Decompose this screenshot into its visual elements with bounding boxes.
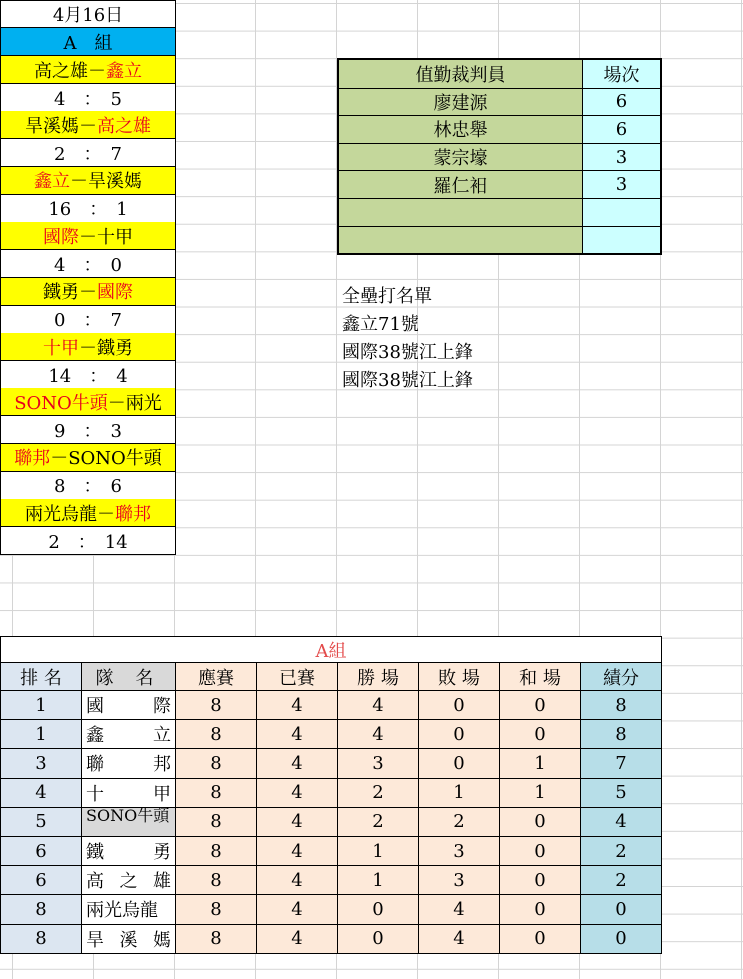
draw-cell[interactable]: 0 <box>500 720 581 749</box>
rank-cell[interactable]: 8 <box>0 925 82 954</box>
match-cell[interactable] <box>0 444 176 472</box>
match-cell[interactable] <box>0 111 176 139</box>
header-rank[interactable]: 排 名 <box>0 663 82 691</box>
rank-cell[interactable]: 4 <box>0 779 82 808</box>
match-cell[interactable] <box>0 333 176 361</box>
rank-cell[interactable]: 5 <box>0 808 82 837</box>
homerun-title[interactable]: 全壘打名單 <box>342 286 432 307</box>
table-row <box>0 837 662 865</box>
played-cell[interactable]: 4 <box>257 866 338 895</box>
win-cell[interactable]: 3 <box>338 749 419 778</box>
match-score-cell[interactable]: 8 ： 6 <box>0 472 176 500</box>
draw-cell[interactable]: 0 <box>500 837 581 866</box>
homerun-entry[interactable]: 國際38號江上鋒 <box>342 370 473 391</box>
played-cell[interactable]: 4 <box>257 925 338 954</box>
rank-cell[interactable]: 3 <box>0 749 82 778</box>
due-cell[interactable]: 8 <box>176 895 257 924</box>
match-home-team: 高之雄 <box>34 60 88 82</box>
loss-cell[interactable]: 0 <box>419 691 500 720</box>
match-away-team: 鑫立 <box>106 60 142 82</box>
points-cell[interactable]: 2 <box>581 837 662 866</box>
match-away-team: 鐵勇 <box>97 337 133 359</box>
points-cell[interactable]: 4 <box>581 808 662 837</box>
played-cell[interactable]: 4 <box>257 779 338 808</box>
match-separator: － <box>70 171 88 193</box>
referee-count-cell[interactable] <box>583 199 660 226</box>
draw-cell[interactable]: 1 <box>500 749 581 778</box>
draw-cell[interactable]: 1 <box>500 779 581 808</box>
header-win[interactable]: 勝 場 <box>338 663 419 691</box>
referee-header-count[interactable]: 場次 <box>583 60 660 88</box>
match-separator: － <box>79 337 97 359</box>
referee-header-name[interactable]: 值勤裁判員 <box>339 60 583 88</box>
due-cell[interactable]: 8 <box>176 749 257 778</box>
due-cell[interactable]: 8 <box>176 837 257 866</box>
referee-row <box>339 115 660 143</box>
match-score-cell[interactable]: 2 ： 7 <box>0 139 176 167</box>
points-cell[interactable]: 8 <box>581 720 662 749</box>
match-cell[interactable] <box>0 222 176 250</box>
match-away-team: 旱溪媽 <box>88 171 142 193</box>
header-draw[interactable]: 和 場 <box>500 663 581 691</box>
referee-name-cell[interactable]: 廖建源 <box>339 89 583 116</box>
table-row <box>0 895 662 923</box>
standings-header-row <box>0 663 662 691</box>
match-away-team: 聯邦 <box>115 503 151 525</box>
referee-row <box>339 88 660 116</box>
draw-cell[interactable]: 0 <box>500 808 581 837</box>
table-row <box>0 866 662 894</box>
team-name-text: 國 際 <box>86 696 171 718</box>
header-loss[interactable]: 敗 場 <box>419 663 500 691</box>
standings-title[interactable]: A組 <box>0 636 662 663</box>
due-cell[interactable]: 8 <box>176 866 257 895</box>
team-cell[interactable] <box>82 866 176 895</box>
points-cell[interactable]: 8 <box>581 691 662 720</box>
loss-cell[interactable]: 1 <box>419 779 500 808</box>
referee-row <box>339 170 660 198</box>
table-row <box>0 720 662 748</box>
date-cell[interactable]: 4月16日 <box>0 0 176 28</box>
rank-cell[interactable]: 6 <box>0 866 82 895</box>
match-score-cell[interactable]: 9 ： 3 <box>0 416 176 444</box>
win-cell[interactable]: 1 <box>338 837 419 866</box>
match-separator: － <box>97 503 115 525</box>
match-home-team: 旱溪媽 <box>25 115 79 137</box>
team-cell[interactable] <box>82 837 176 866</box>
played-cell[interactable]: 4 <box>257 895 338 924</box>
referee-name-cell[interactable]: 蒙宗壕 <box>339 144 583 171</box>
rank-cell[interactable]: 6 <box>0 837 82 866</box>
draw-cell[interactable]: 0 <box>500 895 581 924</box>
referee-name-cell[interactable] <box>339 227 583 254</box>
played-cell[interactable]: 4 <box>257 749 338 778</box>
referee-header-row <box>339 60 660 88</box>
points-cell[interactable]: 2 <box>581 866 662 895</box>
team-cell[interactable] <box>82 691 176 720</box>
match-home-team: 國際 <box>43 226 79 248</box>
referee-name-cell[interactable] <box>339 199 583 226</box>
win-cell[interactable]: 2 <box>338 779 419 808</box>
team-name-text: 鐵 勇 <box>86 842 171 864</box>
loss-cell[interactable]: 0 <box>419 720 500 749</box>
points-cell[interactable]: 5 <box>581 779 662 808</box>
match-away-team: SONO牛頭 <box>68 448 162 470</box>
team-name-text: 高 之 雄 <box>86 871 171 893</box>
win-cell[interactable]: 4 <box>338 720 419 749</box>
win-cell[interactable]: 0 <box>338 895 419 924</box>
match-score-cell[interactable]: 14 ： 4 <box>0 361 176 389</box>
team-cell[interactable]: SONO牛頭 <box>82 808 176 837</box>
referee-name-cell[interactable]: 羅仁衵 <box>339 171 583 198</box>
played-cell[interactable]: 4 <box>257 691 338 720</box>
homerun-entry[interactable]: 國際38號江上鋒 <box>342 342 473 363</box>
match-cell[interactable] <box>0 167 176 195</box>
played-cell[interactable]: 4 <box>257 720 338 749</box>
due-cell[interactable]: 8 <box>176 925 257 954</box>
played-cell[interactable]: 4 <box>257 837 338 866</box>
loss-cell[interactable]: 2 <box>419 808 500 837</box>
match-cell[interactable] <box>0 56 176 84</box>
due-cell[interactable]: 8 <box>176 691 257 720</box>
match-away-team: 十甲 <box>97 226 133 248</box>
played-cell[interactable]: 4 <box>257 808 338 837</box>
win-cell[interactable]: 4 <box>338 691 419 720</box>
match-cell[interactable] <box>0 278 176 306</box>
team-cell[interactable]: 兩光烏龍 <box>82 895 176 924</box>
match-cell[interactable] <box>0 499 176 527</box>
match-separator: － <box>50 448 69 470</box>
win-cell[interactable]: 2 <box>338 808 419 837</box>
points-cell[interactable]: 0 <box>581 925 662 954</box>
header-points[interactable]: 績分 <box>581 663 662 691</box>
draw-cell[interactable]: 0 <box>500 866 581 895</box>
loss-cell[interactable]: 4 <box>419 925 500 954</box>
table-row <box>0 749 662 777</box>
match-score-cell[interactable]: 16 ： 1 <box>0 195 176 223</box>
rank-cell[interactable]: 8 <box>0 895 82 924</box>
match-home-team: 聯邦 <box>14 448 51 470</box>
referee-name-cell[interactable]: 林忠舉 <box>339 116 583 143</box>
table-row <box>0 925 662 953</box>
match-home-team: 鑫立 <box>34 171 70 193</box>
match-score-cell[interactable]: 4 ： 5 <box>0 84 176 112</box>
loss-cell[interactable]: 4 <box>419 895 500 924</box>
match-away-team: 兩光 <box>125 392 162 414</box>
match-separator: － <box>88 60 106 82</box>
header-due[interactable]: 應賽 <box>176 663 257 691</box>
points-cell[interactable]: 7 <box>581 749 662 778</box>
rank-cell[interactable]: 1 <box>0 691 82 720</box>
team-name-text: 鑫 立 <box>86 725 171 747</box>
match-away-team: 國際 <box>97 282 133 304</box>
team-cell[interactable] <box>82 749 176 778</box>
referee-count-cell[interactable]: 3 <box>583 171 660 198</box>
referee-row <box>339 143 660 171</box>
match-home-team: 兩光烏龍 <box>25 503 97 525</box>
header-team[interactable]: 隊 名 <box>82 663 176 691</box>
match-separator: － <box>107 392 126 414</box>
referee-count-cell[interactable] <box>583 227 660 254</box>
group-header-cell[interactable]: A 組 <box>0 28 176 56</box>
team-name-text: 聯 邦 <box>86 754 171 776</box>
referee-row <box>339 226 660 254</box>
team-cell[interactable] <box>82 925 176 954</box>
draw-cell[interactable]: 0 <box>500 925 581 954</box>
table-row <box>0 691 662 719</box>
win-cell[interactable]: 1 <box>338 866 419 895</box>
due-cell[interactable]: 8 <box>176 720 257 749</box>
team-name-text: 十 甲 <box>86 783 171 805</box>
match-home-team: SONO牛頭 <box>14 392 108 414</box>
due-cell[interactable]: 8 <box>176 779 257 808</box>
due-cell[interactable]: 8 <box>176 808 257 837</box>
header-played[interactable]: 已賽 <box>257 663 338 691</box>
homerun-entry[interactable]: 鑫立71號 <box>342 314 419 335</box>
team-cell[interactable] <box>82 779 176 808</box>
match-score-cell[interactable]: 2 ： 14 <box>0 527 176 555</box>
win-cell[interactable]: 0 <box>338 925 419 954</box>
match-separator: － <box>79 115 97 137</box>
table-row <box>0 779 662 807</box>
match-cell[interactable] <box>0 388 176 416</box>
referee-table <box>337 58 662 255</box>
team-name-text: 旱 溪 媽 <box>86 929 171 951</box>
match-score-cell[interactable]: 4 ： 0 <box>0 250 176 278</box>
draw-cell[interactable]: 0 <box>500 691 581 720</box>
loss-cell[interactable]: 3 <box>419 837 500 866</box>
referee-count-cell[interactable]: 6 <box>583 89 660 116</box>
referee-count-cell[interactable]: 3 <box>583 144 660 171</box>
match-score-cell[interactable]: 0 ： 7 <box>0 306 176 334</box>
match-home-team: 鐵勇 <box>43 282 79 304</box>
referee-row <box>339 198 660 226</box>
match-separator: － <box>79 282 97 304</box>
match-home-team: 十甲 <box>43 337 79 359</box>
homerun-list <box>342 283 473 395</box>
rank-cell[interactable]: 1 <box>0 720 82 749</box>
table-row <box>0 808 662 836</box>
team-cell[interactable] <box>82 720 176 749</box>
loss-cell[interactable]: 3 <box>419 866 500 895</box>
match-away-team: 高之雄 <box>97 115 151 137</box>
points-cell[interactable]: 0 <box>581 895 662 924</box>
referee-count-cell[interactable]: 6 <box>583 116 660 143</box>
loss-cell[interactable]: 0 <box>419 749 500 778</box>
match-separator: － <box>79 226 97 248</box>
